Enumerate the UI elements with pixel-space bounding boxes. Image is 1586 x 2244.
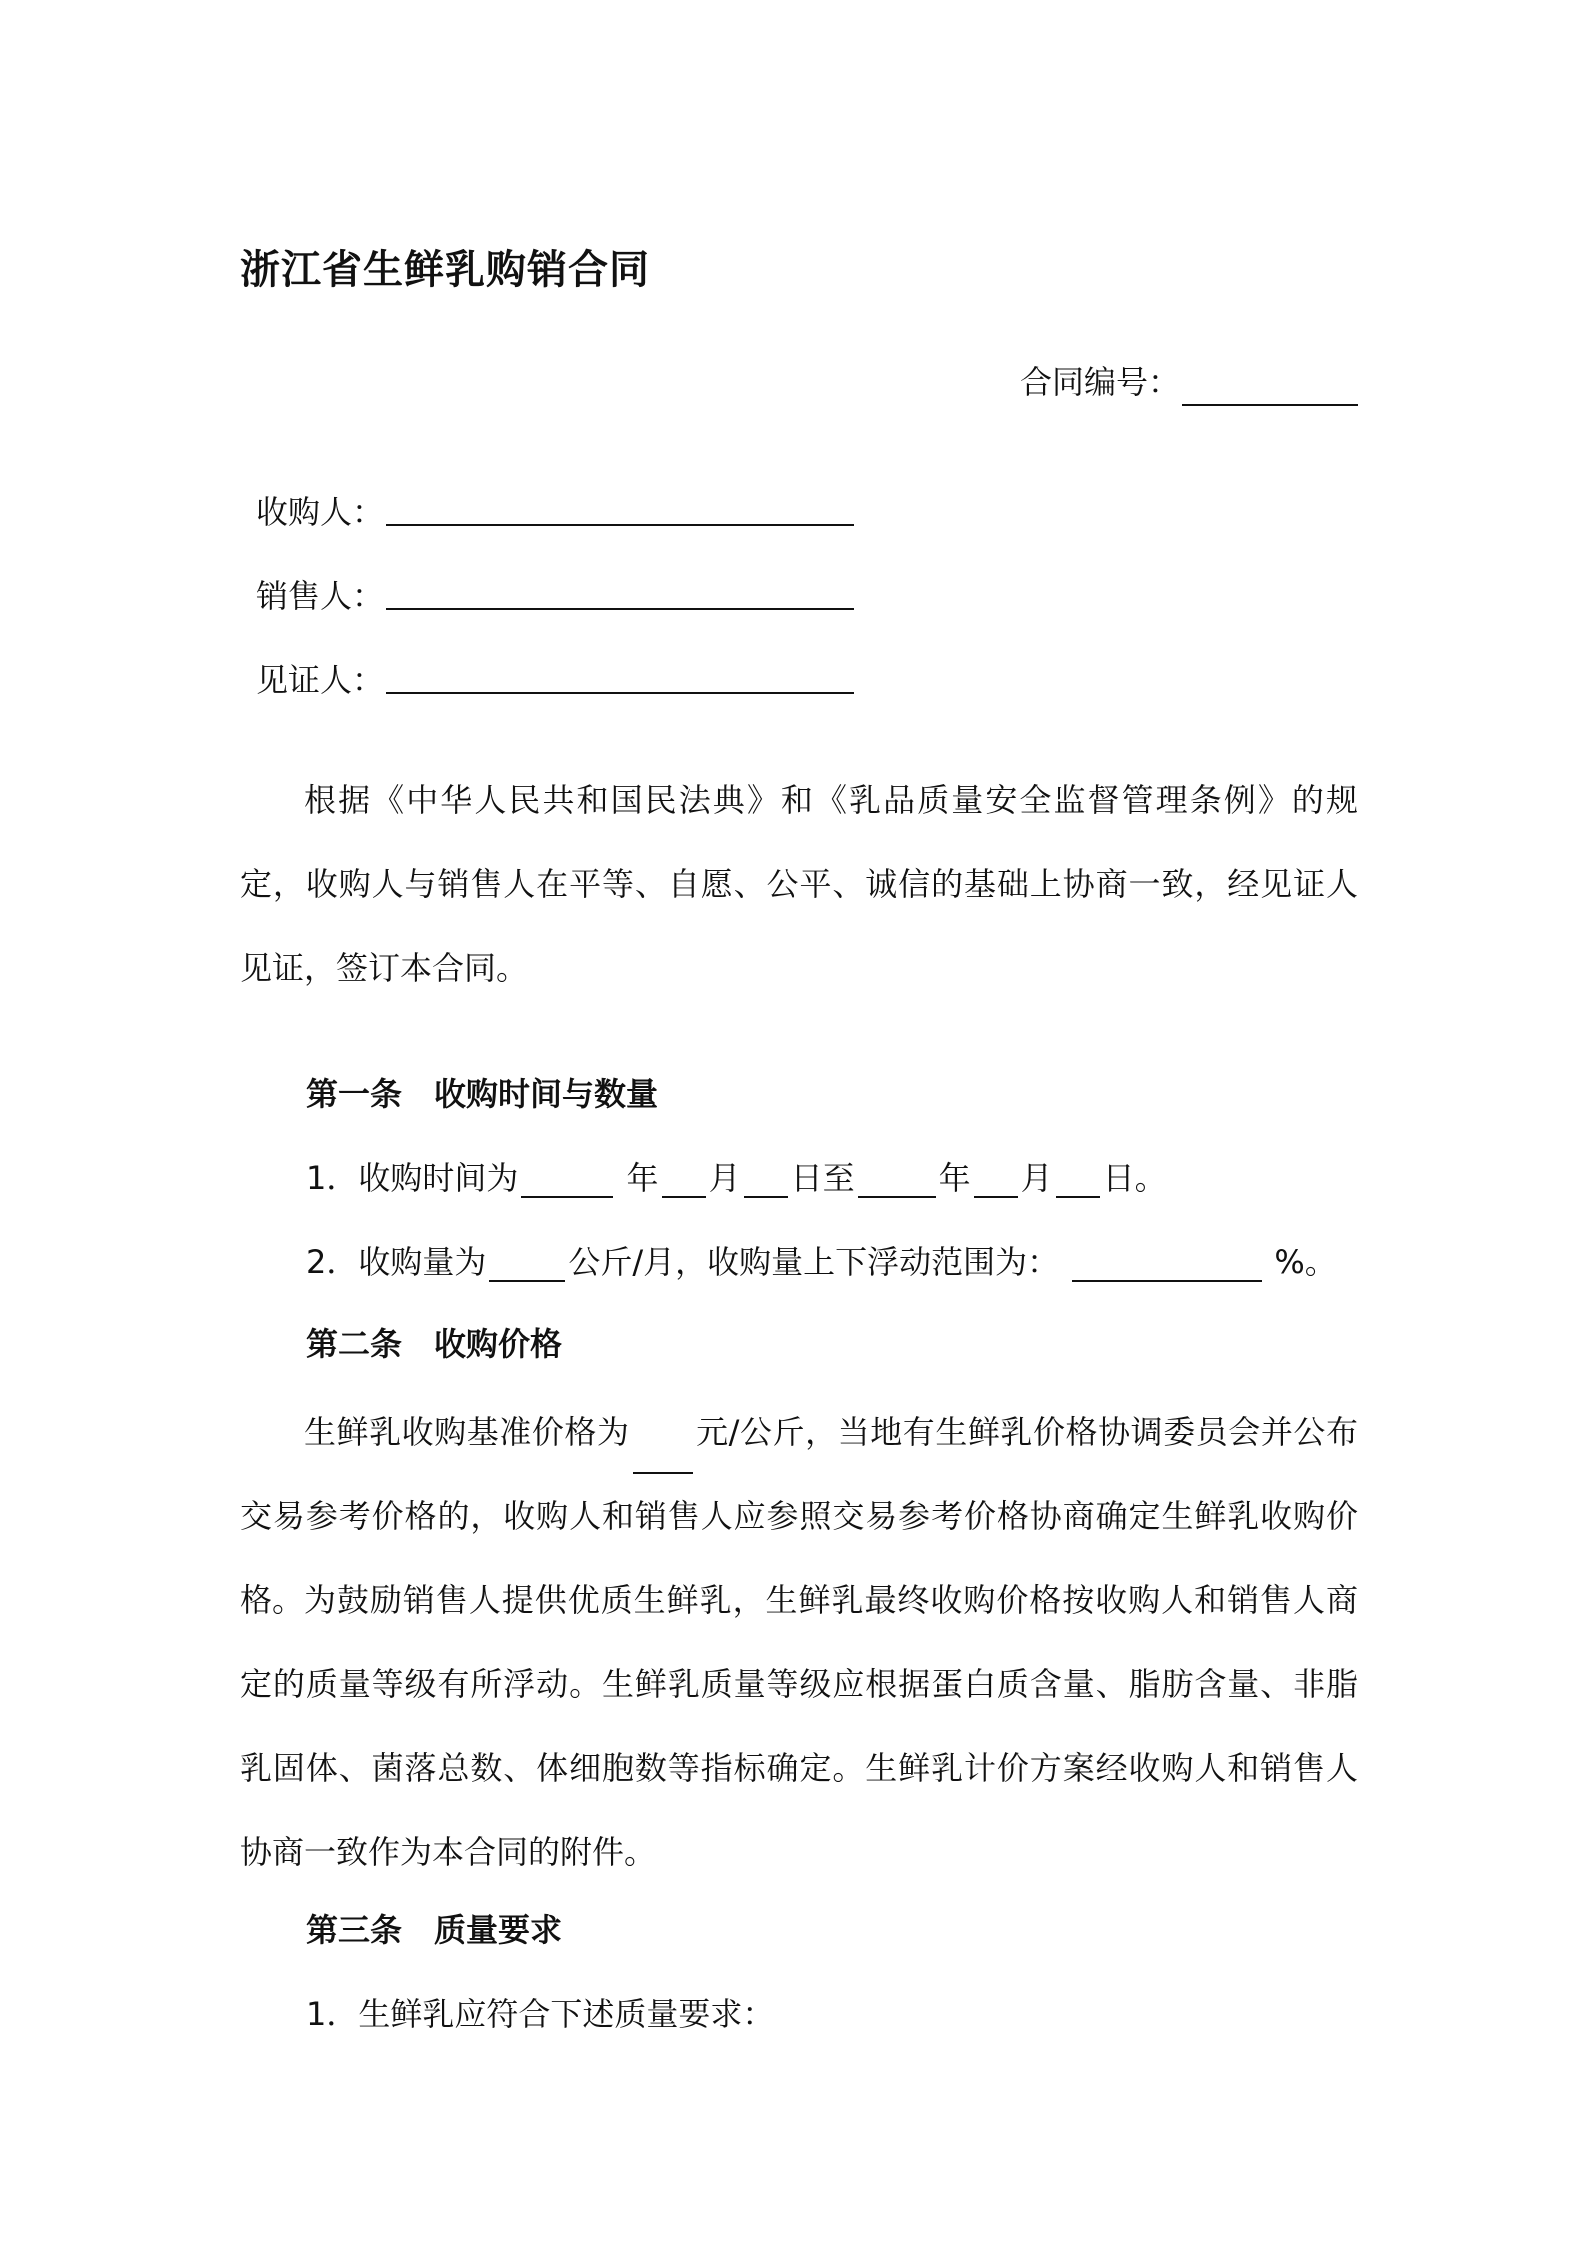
base-price-prefix: 生鲜乳收购基准价格为 (304, 1413, 630, 1451)
base-price-rest: 元/公斤，当地有生鲜乳价格协调委员会并公布交易参考价格的，收购人和销售人应参照交易参考价格协商确定生鲜乳收购价格。 (240, 1413, 1358, 1619)
seller-blank[interactable] (386, 608, 854, 610)
end-month-label: 月 (1020, 1159, 1053, 1197)
base-price-blank[interactable] (633, 1442, 693, 1474)
article1-item2 (306, 1242, 1337, 1282)
article2-paragraph2: 为鼓励销售人提供优质生鲜乳，生鲜乳最终收购价格按收购人和销售人商定的质量等级有所浮动。生鲜乳质量等级应根据蛋白质含量、脂肪含量、非脂乳固体、菌落总数、体细胞数等指标确定。生鲜乳计价方案经收购人和销售人协商一致作为本合同的附件。 (240, 1581, 1358, 1871)
start-month-label: 月 (708, 1159, 741, 1197)
start-year-blank[interactable] (521, 1160, 613, 1198)
article1-item1 (306, 1158, 1167, 1198)
witness-label: 见证人： (256, 661, 385, 699)
buyer-blank[interactable] (386, 524, 854, 526)
end-day-label: 日。 (1102, 1159, 1167, 1197)
start-day-blank[interactable] (744, 1160, 788, 1198)
end-month-blank[interactable] (974, 1160, 1018, 1198)
fluctuation-range-blank[interactable] (1072, 1244, 1262, 1282)
purchase-time-prefix: 1．收购时间为 (306, 1159, 519, 1197)
seller-label: 销售人： (256, 577, 385, 615)
quantity-blank[interactable] (489, 1244, 565, 1282)
intro-paragraph: 根据《中华人民共和国民法典》和《乳品质量安全监督管理条例》的规定，收购人与销售人在平等、自愿、公平、诚信的基础上协商一致，经见证人见证，签订本合同。 (240, 781, 1358, 987)
article2-heading: 第二条 收购价格 (306, 1325, 563, 1363)
start-day-label: 日至 (790, 1159, 855, 1197)
start-month-blank[interactable] (662, 1160, 706, 1198)
purchase-quantity-prefix: 2．收购量为 (306, 1243, 487, 1281)
end-year-blank[interactable] (858, 1160, 936, 1198)
start-year-label: 年 (626, 1159, 659, 1197)
article1-heading: 第一条 收购时间与数量 (306, 1075, 659, 1113)
buyer-label: 收购人： (256, 493, 385, 531)
contract-number-label: 合同编号： (1020, 363, 1181, 401)
witness-blank[interactable] (386, 692, 854, 694)
article3-heading: 第三条 质量要求 (306, 1911, 563, 1949)
article3-item1: 1．生鲜乳应符合下述质量要求： (306, 1995, 775, 2033)
document-title: 浙江省生鲜乳购销合同 (240, 247, 650, 293)
contract-number-blank[interactable] (1182, 404, 1358, 406)
percent-suffix: %。 (1274, 1243, 1337, 1281)
end-day-blank[interactable] (1056, 1160, 1100, 1198)
end-year-label: 年 (938, 1159, 971, 1197)
quantity-unit-text: 公斤/月，收购量上下浮动范围为： (568, 1243, 1060, 1281)
